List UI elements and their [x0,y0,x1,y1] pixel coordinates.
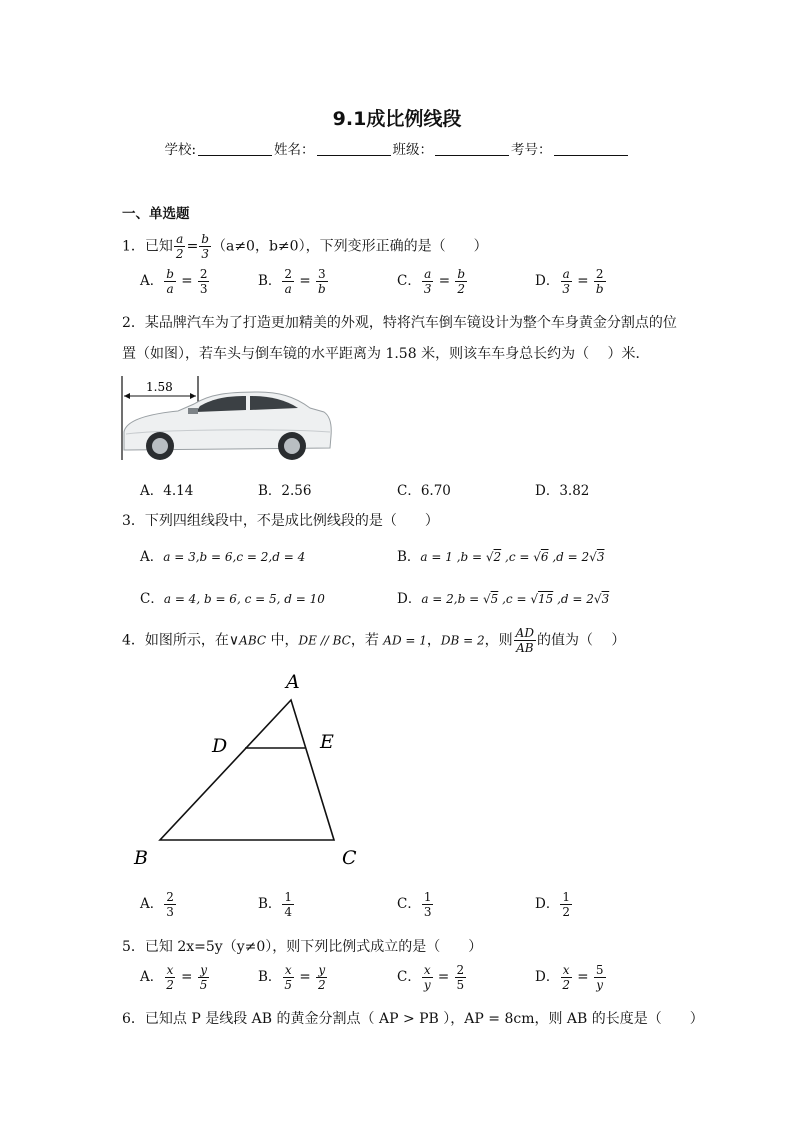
q2-option-d[interactable]: D．3.82 [535,483,590,499]
q6-stem: 6．已知点 P 是线段 AB 的黄金分割点（ AP > PB ），AP = 8cm，则 AB 的长度是（ ） [122,1011,704,1027]
q2-option-b[interactable]: B．2.56 [258,483,312,499]
car-length-label: 1.58 [146,380,173,394]
q1-stem [122,232,488,261]
q2-line2: 置（如图），若车头与倒车镜的水平距离为 1.58 米，则该车车身总长约为（ ）米． [122,346,650,362]
label-b: B [134,847,148,869]
q4-option-a[interactable]: A． $\frac{2}{3}$ [140,890,174,919]
q3-option-a[interactable]: A．a = 3,b = 6,c = 2,d = 4 [140,549,306,565]
q4-stem: 4．如图所示，在∨ABC 中，DE // BC，若 AD = 1，DB = 2，则 $\frac{AD}{AB}$ 的值为（ ） [122,626,626,655]
q3-option-c[interactable]: C．a = 4, b = 6, c = 5, d = 10 [140,591,325,607]
q1-option-d[interactable]: D． $\frac{a}{3}$ = $\frac{2}{b}$ [535,267,604,296]
number-label: 考号： [511,142,552,158]
q1-option-c[interactable]: C． $\frac{a}{3}$ = $\frac{b}{2}$ [397,267,466,296]
student-info-line [0,138,794,158]
q2-option-c[interactable]: C．6.70 [397,483,451,499]
q4-option-d[interactable]: D． $\frac{1}{2}$ [535,890,570,919]
label-a: A [286,671,300,693]
q4-option-b[interactable]: B． $\frac{1}{4}$ [258,890,293,919]
class-label: 班级： [392,142,434,158]
triangle-abc [160,700,334,840]
q4-option-c[interactable]: C． $\frac{1}{3}$ [397,890,432,919]
q3-stem: 3．下列四组线段中，不是成比例线段的是（ ） [122,513,439,529]
q1-frac-left: $\frac{a}{2}$ [175,232,184,261]
car-figure [118,374,336,462]
label-e: E [320,731,334,753]
q1-option-b[interactable]: B． $\frac{2}{a}$ = $\frac{3}{b}$ [258,267,326,296]
triangle-figure [128,664,368,874]
q2-line1: 2．某品牌汽车为了打造更加精美的外观，特将汽车倒车镜设计为整个车身黄金分割点的位 [122,315,677,331]
q1-stem-start: 1．已知 [122,238,173,255]
q5-option-b[interactable]: B． $\frac{x}{5}$ = $\frac{y}{2}$ [258,963,326,992]
name-label: 姓名： [274,142,315,158]
q1-stem-end: （a≠0，b≠0），下列变形正确的是（ ） [211,238,488,255]
school-label: 学校: [164,142,197,158]
q5-option-c[interactable]: C． $\frac{x}{y}$ = $\frac{2}{5}$ [397,963,465,992]
q3-option-d[interactable]: D．a = 2,b = √5 ,c = √15 ,d = 2√3 [397,591,610,607]
label-c: C [342,847,357,869]
class-blank [435,142,509,156]
q1-eq: = [186,238,199,255]
school-blank [198,142,272,156]
q4-fraction: $\frac{AD}{AB}$ [515,626,534,655]
label-d: D [212,735,228,757]
q3-option-b[interactable]: B．a = 1 ,b = √2 ,c = √6 ,d = 2√3 [397,549,605,565]
q5-option-d[interactable]: D． $\frac{x}{2}$ = $\frac{5}{y}$ [535,963,604,992]
mirror-shape [188,408,198,414]
page-title: 9.1成比例线段 [332,108,462,130]
q5-option-a[interactable]: A． $\frac{x}{2}$ = $\frac{y}{5}$ [140,963,208,992]
number-blank [554,142,628,156]
q1-frac-right: $\frac{b}{3}$ [201,232,209,261]
section-heading: 一、单选题 [122,206,190,222]
name-blank [317,142,391,156]
q2-option-a[interactable]: A．4.14 [140,483,194,499]
q5-stem: 5．已知 2x=5y（y≠0），则下列比例式成立的是（ ） [122,939,483,955]
q1-option-a[interactable]: A． $\frac{b}{a}$ = $\frac{2}{3}$ [140,267,208,296]
